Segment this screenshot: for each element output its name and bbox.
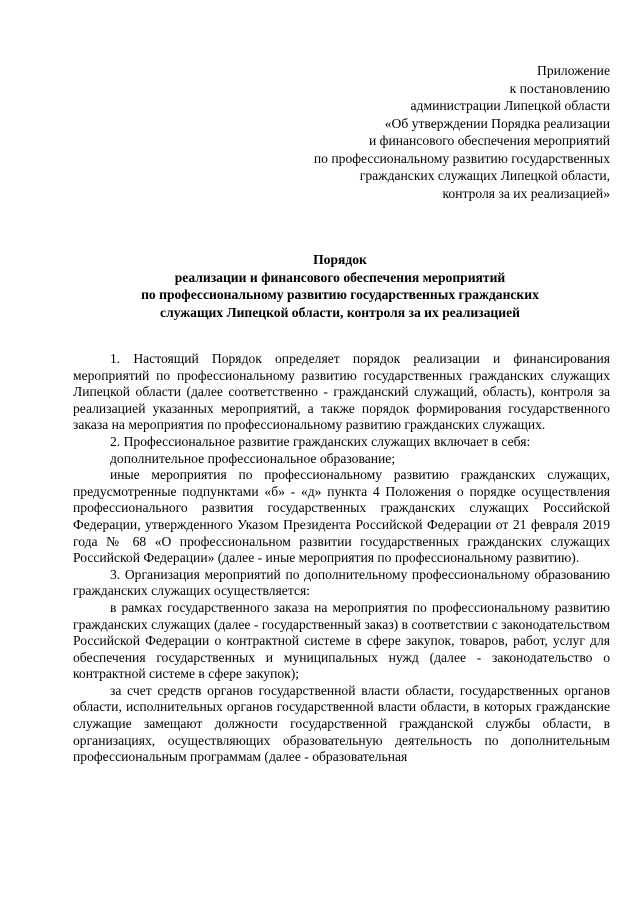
- paragraph: в рамках государственного заказа на мероприятия по профессиональному развитию гражданских служащих (далее - государственный заказ) в соответствии с законодательством Российской Федерации о контрактной системе в сфере закупок, товаров, работ, услуг для обеспечения государственных и муниципальных нужд (далее - законодательство о контрактной системе в сфере закупок);: [73, 599, 610, 682]
- appendix-line: администрации Липецкой области: [410, 98, 610, 113]
- appendix-header: [250, 62, 610, 202]
- title-line: Порядок: [313, 252, 367, 267]
- document-body: [73, 351, 610, 766]
- paragraph: за счет средств органов государственной власти области, государственных органов области, исполнительных органов государственной власти области, в которых гражданские служащие замещают должности государственной гражданской службы области, в организациях, осуществляющих образовательную деятельность по дополнительным профессиональным программам (далее - образовательная: [73, 682, 610, 765]
- paragraph: 2. Профессиональное развитие гражданских служащих включает в себя:: [110, 433, 531, 449]
- paragraph: дополнительное профессиональное образование;: [110, 450, 396, 466]
- appendix-line: контроля за их реализацией»: [442, 185, 610, 201]
- appendix-line: к постановлению: [509, 80, 610, 96]
- title-line: реализации и финансового обеспечения мероприятий: [174, 269, 506, 285]
- appendix-line: и финансового обеспечения мероприятий: [368, 133, 610, 148]
- appendix-line: «Об утверждении Порядка реализации: [384, 115, 610, 131]
- title-line: служащих Липецкой области, контроля за их реализацией: [160, 304, 520, 320]
- appendix-line: Приложение: [537, 63, 610, 78]
- title-line: по профессиональному развитию государственных гражданских: [141, 287, 539, 302]
- paragraph: иные мероприятия по профессиональному развитию гражданских служащих, предусмотренные подпунктами «б» - «д» пункта 4 Положения о порядке осуществления профессионального развития государственных гражданских служащих Российской Федерации, утвержденного Указом Президента Российской Федерации от 21 февраля 2019 года № 68 «О профессиональном развитии государственных гражданских служащих Российской Федерации» (далее - иные мероприятия по профессиональному развитию).: [73, 467, 610, 566]
- paragraph: 3. Организация мероприятий по дополнительному профессиональному образованию гражданских служащих осуществляется:: [73, 566, 610, 599]
- document-title: [60, 251, 620, 321]
- appendix-line: гражданских служащих Липецкой области,: [359, 168, 610, 183]
- paragraph: 1. Настоящий Порядок определяет порядок реализации и финансирования мероприятий по профессиональному развитию государственных гражданских служащих Липецкой области (далее соответственно - гражданский служащий, область), контроля за реализацией указанных мероприятий, а также порядок формирования государственного заказа на мероприятия по профессиональному развитию гражданских служащих.: [73, 351, 610, 433]
- appendix-line: по профессиональному развитию государственных: [313, 150, 610, 166]
